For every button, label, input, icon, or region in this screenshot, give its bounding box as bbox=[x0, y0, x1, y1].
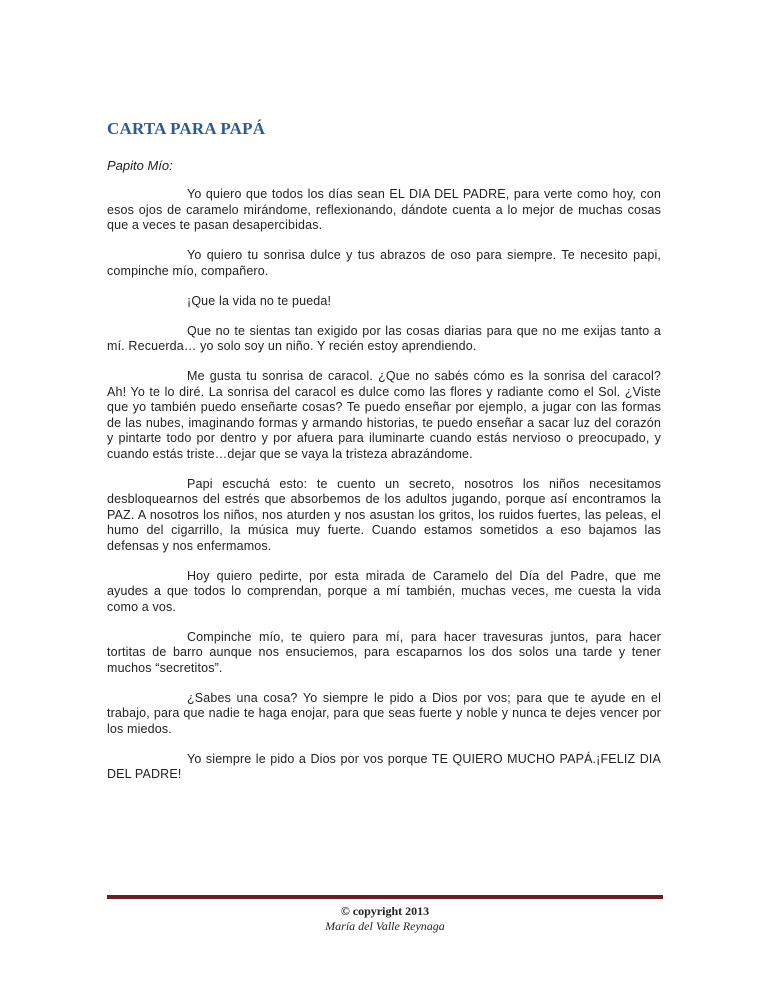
paragraph-8: Compinche mío, te quiero para mí, para hacer travesuras juntos, para hacer tortitas de barro aunque nos ensuciemos, para escaparnos los dos solos una tarde y tener muchos “secretitos”. bbox=[107, 629, 661, 675]
paragraph-4: Que no te sientas tan exigido por las cosas diarias para que no me exijas tanto a mí. Recuerda… yo solo soy un niño. Y recién estoy aprendiendo. bbox=[107, 323, 661, 353]
paragraph-2: Yo quiero tu sonrisa dulce y tus abrazos de oso para siempre. Te necesito papi, compinche mío, compañero. bbox=[107, 248, 661, 278]
copyright-notice: © copyright 2013 bbox=[340, 904, 430, 918]
letter-body bbox=[107, 187, 661, 797]
page-title: CARTA PARA PAPÁ bbox=[107, 119, 266, 138]
author-name: María del Valle Reynaga bbox=[325, 919, 445, 933]
paragraph-7: Hoy quiero pedirte, por esta mirada de Caramelo del Día del Padre, que me ayudes a que todos lo comprendan, porque a mí también, muchas veces, me cuesta la vida como a vos. bbox=[107, 568, 661, 614]
paragraph-5: Me gusta tu sonrisa de caracol. ¿Que no sabés cómo es la sonrisa del caracol? Ah! Yo te lo diré. La sonrisa del caracol es dulce como las flores y radiante como el Sol. ¿Viste que yo también puedo enseñarte cosas? Te puedo enseñar por ejemplo, a jugar con las formas de las nubes, imaginando formas y armando historias, te puedo enseñar a sacar luz del corazón y pintarte todo por dentro y por afuera para iluminarte cuando estás nervioso o preocupado, y cuando estás triste…dejar que se vaya la tristeza abrazándome. bbox=[107, 369, 661, 461]
paragraph-9: ¿Sabes una cosa? Yo siempre le pido a Dios por vos; para que te ayude en el trabajo, para que nadie te haga enojar, para que seas fuerte y noble y nunca te dejes vencer por los miedos. bbox=[107, 690, 661, 736]
footer bbox=[107, 904, 663, 934]
paragraph-6: Papi escuchá esto: te cuento un secreto, nosotros los niños necesitamos desbloquearnos del estrés que absorbemos de los adultos jugando, porque así encontramos la PAZ. A nosotros los niños, nos aturden y nos asustan los gritos, los ruidos fuertes, las peleas, el humo del cigarrillo, la música muy fuerte. Cuando estamos sometidos a eso bajamos las defensas y nos enfermamos. bbox=[107, 476, 661, 553]
paragraph-10: Yo siempre le pido a Dios por vos porque TE QUIERO MUCHO PAPÁ.¡FELIZ DIA DEL PADRE! bbox=[107, 751, 661, 781]
paragraph-3: ¡Que la vida no te pueda! bbox=[187, 293, 332, 308]
salutation: Papito Mío: bbox=[107, 158, 173, 173]
paragraph-1: Yo quiero que todos los días sean EL DIA DEL PADRE, para verte como hoy, con esos ojos de caramelo mirándome, reflexionando, dándote cuenta a lo mejor de muchas cosas que a veces te pasan desapercibidas. bbox=[107, 187, 661, 232]
footer-divider bbox=[107, 895, 663, 899]
